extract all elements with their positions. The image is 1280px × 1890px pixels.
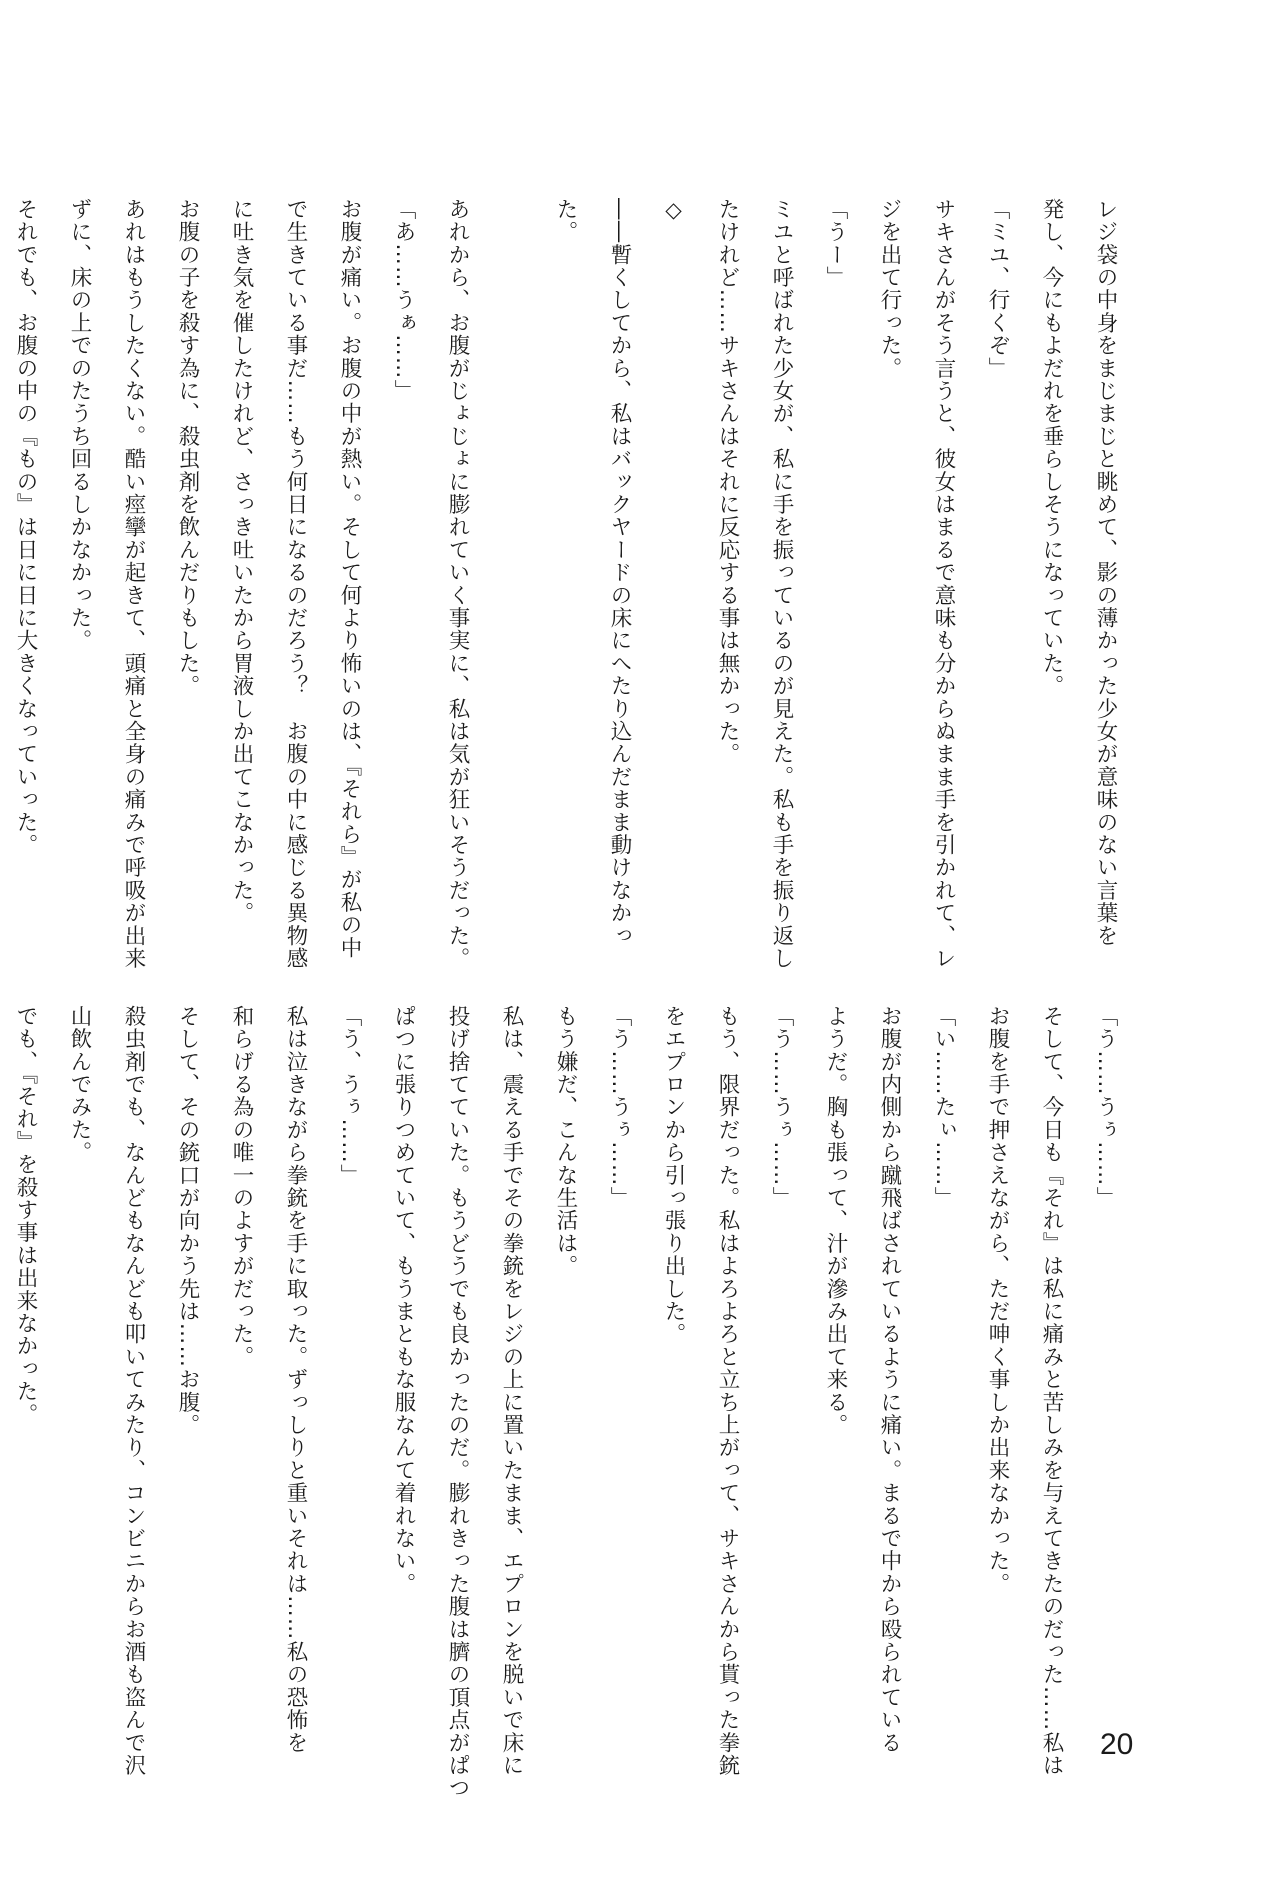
text-line: お腹を手で押さえながら、ただ呻く事しか出来なかった。 [985,1005,1010,1596]
text-line: ジを出て行った。 [877,198,902,380]
text-line: 「う……うぅ……」 [769,1005,794,1210]
upper-text-block [0,198,1132,970]
text-line: レジ袋の中身をまじまじと眺めて、影の薄かった少女が意味のない言葉を [1093,198,1118,948]
text-line: 投げ捨てていた。もうどうでも良かったのだ。膨れきった腹は臍の頂点がぱつ [445,1005,470,1800]
text-line: たけれど……サキさんはそれに反応する事は無かった。 [715,198,740,766]
text-line: た。 [553,198,578,244]
text-line: に吐き気を催したけれど、さっき吐いたから胃液しか出てこなかった。 [229,198,254,925]
text-line: もう嫌だ、こんな生活は。 [553,1005,578,1278]
text-line: 「い……たぃ……」 [931,1005,956,1210]
text-line: 山飲んでみた。 [67,1005,92,1164]
text-line: それでも、お腹の中の『もの』は日に日に大きくなっていった。 [13,198,38,857]
page-number: 20 [1100,1728,1134,1761]
text-line: 「あ……うぁ……」 [391,198,416,403]
text-line: で生きている事だ……もう何日になるのだろう？ お腹の中に感じる異物感 [283,198,308,970]
text-line: ミユと呼ばれた少女が、私に手を振っているのが見えた。私も手を振り返し [769,198,794,970]
text-line: 「う……うぅ……」 [1093,1005,1118,1210]
text-line: 「うー」 [823,198,848,289]
text-line: でも、『それ』を殺す事は出来なかった。 [13,1005,38,1426]
text-line: お腹の子を殺す為に、殺虫剤を飲んだりもした。 [175,198,200,698]
text-line [484,198,538,938]
text-line: 発し、今にもよだれを垂らしそうになっていた。 [1039,198,1064,698]
text-line: ぱつに張りつめていて、もうまともな服なんて着れない。 [391,1005,416,1596]
text-line: あれから、お腹がじょじょに膨れていく事実に、私は気が狂いそうだった。 [445,198,470,970]
text-line: お腹が内側から蹴飛ばされているように痛い。まるで中から殴られている [877,1005,902,1755]
text-line: 私は泣きながら拳銃を手に取った。ずっしりと重いそれは……私の恐怖を [283,1005,308,1755]
text-line: 和らげる為の唯一のよすがだった。 [229,1005,254,1369]
text-line: 私は、震える手でその拳銃をレジの上に置いたまま、エプロンを脱いで床に [499,1005,524,1777]
text-line: 「う……うぅ……」 [607,1005,632,1210]
text-line: 「う、うぅ……」 [337,1005,362,1187]
text-line: あれはもうしたくない。酷い痙攣が起きて、頭痛と全身の痛みで呼吸が出来 [121,198,146,970]
text-line: ――暫くしてから、私はバックヤードの床にへたり込んだまま動けなかっ [607,198,632,948]
text-line: お腹が痛い。お腹の中が熱い。そして何より怖いのは、『それら』が私の中 [337,198,362,960]
text-line: をエプロンから引っ張り出した。 [661,1005,686,1346]
text-line: ようだ。胸も張って、汁が滲み出て来る。 [823,1005,848,1437]
text-line: もう、限界だった。私はよろよろと立ち上がって、サキさんから貰った拳銃 [715,1005,740,1777]
text-line: サキさんがそう言うと、彼女はまるで意味も分からぬまま手を引かれて、レ [931,198,956,970]
text-line: ◇ [661,198,686,225]
text-line: そして、今日も『それ』は私に痛みと苦しみを与えてきたのだった……私は [1039,1005,1064,1777]
text-line: ずに、床の上でのたうち回るしかなかった。 [67,198,92,652]
text-line: 「ミユ、行くぞ」 [985,198,1010,380]
text-line: 殺虫剤でも、なんどもなんども叩いてみたり、コンビニからお酒も盗んで沢 [121,1005,146,1777]
text-line: そして、その銃口が向かう先は……お腹。 [175,1005,200,1437]
lower-text-block [0,1005,1132,1800]
